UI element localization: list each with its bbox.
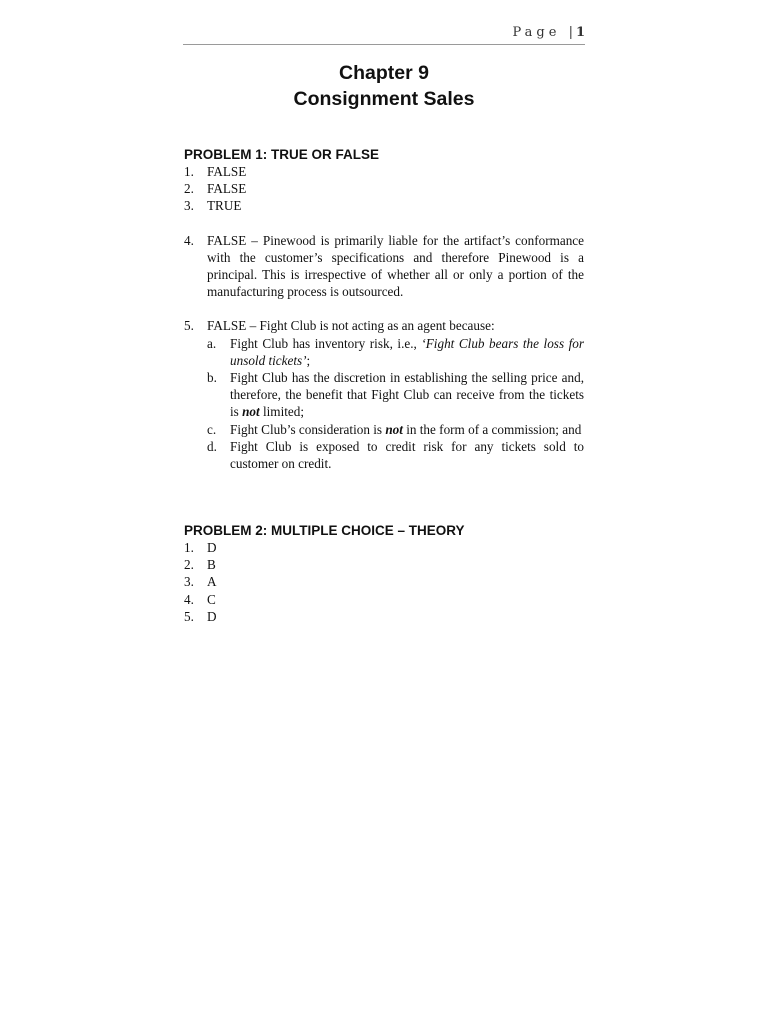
item-text: A xyxy=(207,574,217,590)
item-number: 2. xyxy=(184,557,194,573)
item-number: 4. xyxy=(184,591,194,607)
page-word: Page xyxy=(512,25,561,40)
sub-item-text: Fight Club’s consideration is xyxy=(230,421,386,437)
sub-item-a xyxy=(207,335,584,369)
item-number: 3. xyxy=(184,198,194,214)
item-text: C xyxy=(207,591,216,607)
page-header xyxy=(512,25,585,40)
list-item xyxy=(184,573,584,590)
sub-item-letter: a. xyxy=(207,335,217,351)
item-text: FALSE xyxy=(207,181,247,197)
item-number: 4. xyxy=(184,232,194,248)
item-text: FALSE – Pinewood is primarily liable for the artifact’s conformance with the customer’s specifications and therefore Pinewood is a principal. This is irrespective of whether all or only a portion of the manufacturing process is outsourced. xyxy=(207,232,584,300)
sub-item-text-end: limited; xyxy=(259,404,305,420)
item-number: 1. xyxy=(184,540,194,555)
sub-item-letter: d. xyxy=(207,438,217,454)
problem-2-heading: PROBLEM 2: MULTIPLE CHOICE – THEORY xyxy=(184,523,465,538)
spacer xyxy=(184,215,584,232)
sub-item-text: Fight Club has inventory risk, i.e., xyxy=(230,335,422,351)
chapter-number: Chapter 9 xyxy=(339,62,429,84)
list-item xyxy=(184,197,584,214)
item-text: FALSE – Fight Club is not acting as an agent because: xyxy=(207,318,495,334)
header-rule xyxy=(183,44,585,45)
sub-item-text: Fight Club is exposed to credit risk for any tickets sold to customer on credit. xyxy=(230,438,584,472)
page-separator: | xyxy=(568,25,573,40)
item-text: D xyxy=(207,540,217,555)
list-item xyxy=(184,539,584,556)
sub-item-text-end: in the form of a commission; and xyxy=(402,421,582,437)
sub-item-emphasis: not xyxy=(385,421,403,437)
document-page xyxy=(183,0,585,1024)
sub-item-letter: c. xyxy=(207,421,217,437)
sub-item-d xyxy=(207,438,584,472)
item-number: 3. xyxy=(184,574,194,590)
reason-sublist xyxy=(207,335,584,473)
chapter-subject: Consignment Sales xyxy=(293,88,475,110)
item-number: 2. xyxy=(184,181,194,197)
list-item xyxy=(184,317,584,472)
list-item xyxy=(184,591,584,608)
item-number: 5. xyxy=(184,608,194,624)
page-number: 1 xyxy=(575,25,585,40)
sub-item-c xyxy=(207,421,584,438)
list-item xyxy=(184,232,584,301)
chapter-title xyxy=(183,60,585,112)
sub-item-emphasis: not xyxy=(242,404,260,420)
sub-item-text: Fight Club has the discretion in establishing the selling price and, therefore, the benefit that Fight Club can receive from the tickets is xyxy=(230,370,584,420)
item-text: D xyxy=(207,608,217,624)
item-text: FALSE xyxy=(207,164,247,179)
problem-2-answers xyxy=(184,539,584,625)
sub-item-text-end: ; xyxy=(306,352,311,368)
item-number: 5. xyxy=(184,318,194,334)
sub-item-b xyxy=(207,369,584,421)
list-item xyxy=(184,163,584,180)
problem-1-answers xyxy=(184,163,584,472)
sub-item-quote: ‘Fight Club bears the loss for unsold tickets’ xyxy=(230,335,585,368)
spacer xyxy=(184,300,584,317)
item-number: 1. xyxy=(184,164,194,179)
list-item xyxy=(184,180,584,197)
list-item xyxy=(184,556,584,573)
sub-item-letter: b. xyxy=(207,370,217,386)
item-text: TRUE xyxy=(207,198,242,214)
problem-1-heading: PROBLEM 1: TRUE OR FALSE xyxy=(184,147,380,162)
item-text: B xyxy=(207,557,216,573)
list-item xyxy=(184,608,584,625)
